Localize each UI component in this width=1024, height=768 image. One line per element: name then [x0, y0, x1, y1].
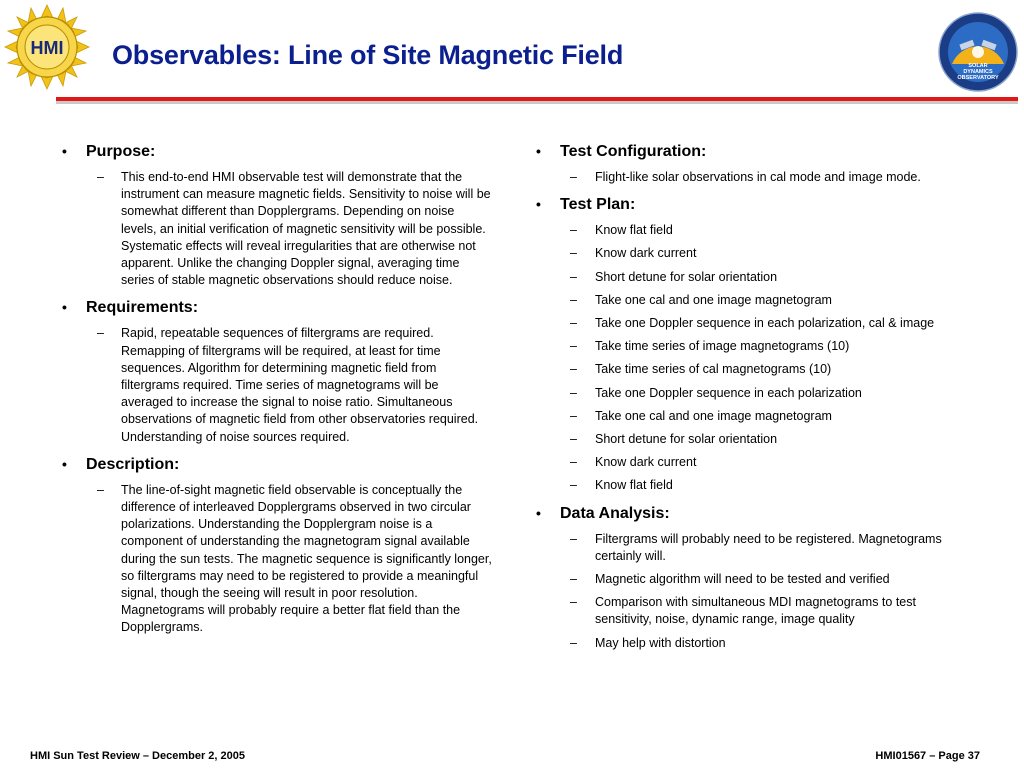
section-items [534, 531, 974, 652]
item-text: Take one Doppler sequence in each polarization [595, 385, 862, 400]
list-item [534, 269, 974, 286]
sdo-logo-icon [938, 12, 1018, 92]
item-text: Take one Doppler sequence in each polarization, cal & image [595, 316, 935, 331]
dash-icon: – [97, 326, 104, 341]
list-item [534, 408, 974, 425]
list-item [534, 594, 974, 628]
item-text: This end-to-end HMI observable test will demonstrate that the instrument can measure magnetic fields. Sensitivity to noise will be somewhat different than Dopplergrams. Depending on noise levels, an initial verification of magnetic sensitivity will be possible. Systematic effects will reveal irregularities that are otherwise not apparent. Unlike the changing Doppler signal, averaging time series of stable magnetic observations should reduce noise. [121, 170, 491, 288]
item-text: Flight-like solar observations in cal mode and image mode. [595, 170, 921, 184]
item-text: Know flat field [595, 478, 673, 493]
sdo-logo-text-3: OBSERVATORY [957, 75, 999, 81]
dash-icon: – [570, 223, 577, 238]
section-items [60, 482, 500, 637]
item-text: Short detune for solar orientation [595, 432, 778, 447]
dash-icon: – [97, 482, 104, 497]
section-items [534, 169, 974, 186]
section-heading [60, 296, 500, 319]
section-heading [534, 140, 974, 163]
dash-icon: – [570, 572, 577, 587]
heading-text: Purpose: [86, 143, 156, 160]
dash-icon: – [570, 432, 577, 447]
hmi-logo-text: HMI [30, 38, 64, 58]
right-column [534, 140, 974, 659]
list-item [60, 482, 500, 637]
list-item [534, 571, 974, 588]
dash-icon: – [570, 531, 577, 546]
dash-icon: – [570, 170, 577, 184]
dash-icon: – [570, 408, 577, 423]
list-item [534, 292, 974, 309]
list-item [534, 635, 974, 652]
item-text: Filtergrams will probably need to be registered. Magnetograms certainly will. [595, 531, 942, 563]
section-data-analysis [534, 502, 974, 652]
bullet-icon: • [536, 196, 541, 213]
dash-icon: – [570, 362, 577, 377]
section-heading [534, 502, 974, 525]
list-item [534, 222, 974, 239]
list-item [534, 245, 974, 262]
item-text: Take one cal and one image magnetogram [595, 408, 832, 423]
section-test-plan [534, 193, 974, 494]
bullet-icon: • [536, 143, 541, 159]
section-test-configuration [534, 140, 974, 186]
dash-icon: – [570, 455, 577, 470]
list-item [534, 315, 974, 332]
bullet-icon: • [62, 143, 67, 159]
item-text: The line-of-sight magnetic field observable is conceptually the difference of interleaved Dopplergrams observed in two circular polarizations. Understanding the Dopplergram noise is a component of understanding the magnetogram signal available during the sun tests. The magnetic sequence is significantly longer, so filtergrams may need to be registered to provide a meaningful signal, though the seeing will result in poor resolution. Magnetograms will probably require a better flat field than the Dopplergrams. [121, 482, 492, 635]
list-item [534, 361, 974, 378]
dash-icon: – [570, 246, 577, 261]
list-item [60, 325, 500, 445]
footer-left-text: HMI Sun Test Review – December 2, 2005 [30, 750, 245, 762]
sdo-logo-text-1: SOLAR [968, 63, 988, 69]
heading-text: Data Analysis: [560, 504, 670, 522]
dash-icon: – [570, 385, 577, 400]
section-requirements [60, 296, 500, 445]
item-text: Know dark current [595, 246, 697, 261]
page-title: Observables: Line of Site Magnetic Field [112, 40, 624, 70]
item-text: Know dark current [595, 455, 697, 470]
section-heading [60, 453, 500, 476]
dash-icon: – [570, 292, 577, 307]
sdo-logo-text-2: DYNAMICS [963, 69, 993, 75]
dash-icon: – [570, 635, 577, 650]
section-items [60, 169, 500, 289]
bullet-icon: • [62, 455, 67, 472]
heading-text: Requirements: [86, 299, 199, 317]
list-item [534, 477, 974, 494]
item-text: Take one cal and one image magnetogram [595, 292, 832, 307]
section-description [60, 453, 500, 637]
left-column [60, 140, 500, 644]
bullet-icon: • [62, 299, 67, 316]
list-item [534, 385, 974, 402]
section-purpose [60, 140, 500, 289]
item-text: Take time series of image magnetograms (10) [595, 339, 850, 354]
item-text: Rapid, repeatable sequences of filtergrams are required. Remapping of filtergrams will be required, at least for time sequences. Algorithm for determining magnetic field from filtergrams required. Time series of magnetograms will be averaged to increase the signal to noise ratio. Simultaneous observations of magnetic field from other observatories required. Understanding of noise sources required. [121, 326, 479, 444]
item-text: Know flat field [595, 223, 673, 238]
list-item [60, 169, 500, 289]
header-rule-gray [56, 101, 1018, 104]
heading-text: Test Configuration: [560, 143, 707, 160]
list-item [534, 169, 974, 186]
list-item [534, 338, 974, 355]
heading-text: Test Plan: [560, 196, 636, 214]
list-item [534, 454, 974, 471]
hmi-logo-icon [4, 4, 90, 90]
item-text: Take time series of cal magnetograms (10) [595, 362, 832, 377]
section-items [534, 222, 974, 494]
dash-icon: – [570, 316, 577, 331]
item-text: Short detune for solar orientation [595, 269, 778, 284]
list-item [534, 431, 974, 448]
bullet-icon: • [536, 504, 541, 521]
item-text: Magnetic algorithm will need to be tested and verified [595, 572, 890, 587]
dash-icon: – [570, 478, 577, 493]
list-item [534, 531, 974, 565]
dash-icon: – [570, 269, 577, 284]
section-heading [60, 140, 500, 163]
dash-icon: – [570, 339, 577, 354]
dash-icon: – [570, 595, 577, 610]
item-text: Comparison with simultaneous MDI magnetograms to test sensitivity, noise, dynamic range, image quality [595, 595, 916, 627]
item-text: May help with distortion [595, 635, 726, 650]
heading-text: Description: [86, 455, 180, 473]
section-heading [534, 193, 974, 216]
section-items [60, 325, 500, 445]
dash-icon: – [97, 170, 104, 184]
footer-page-number: HMI01567 – Page 37 [875, 750, 980, 762]
